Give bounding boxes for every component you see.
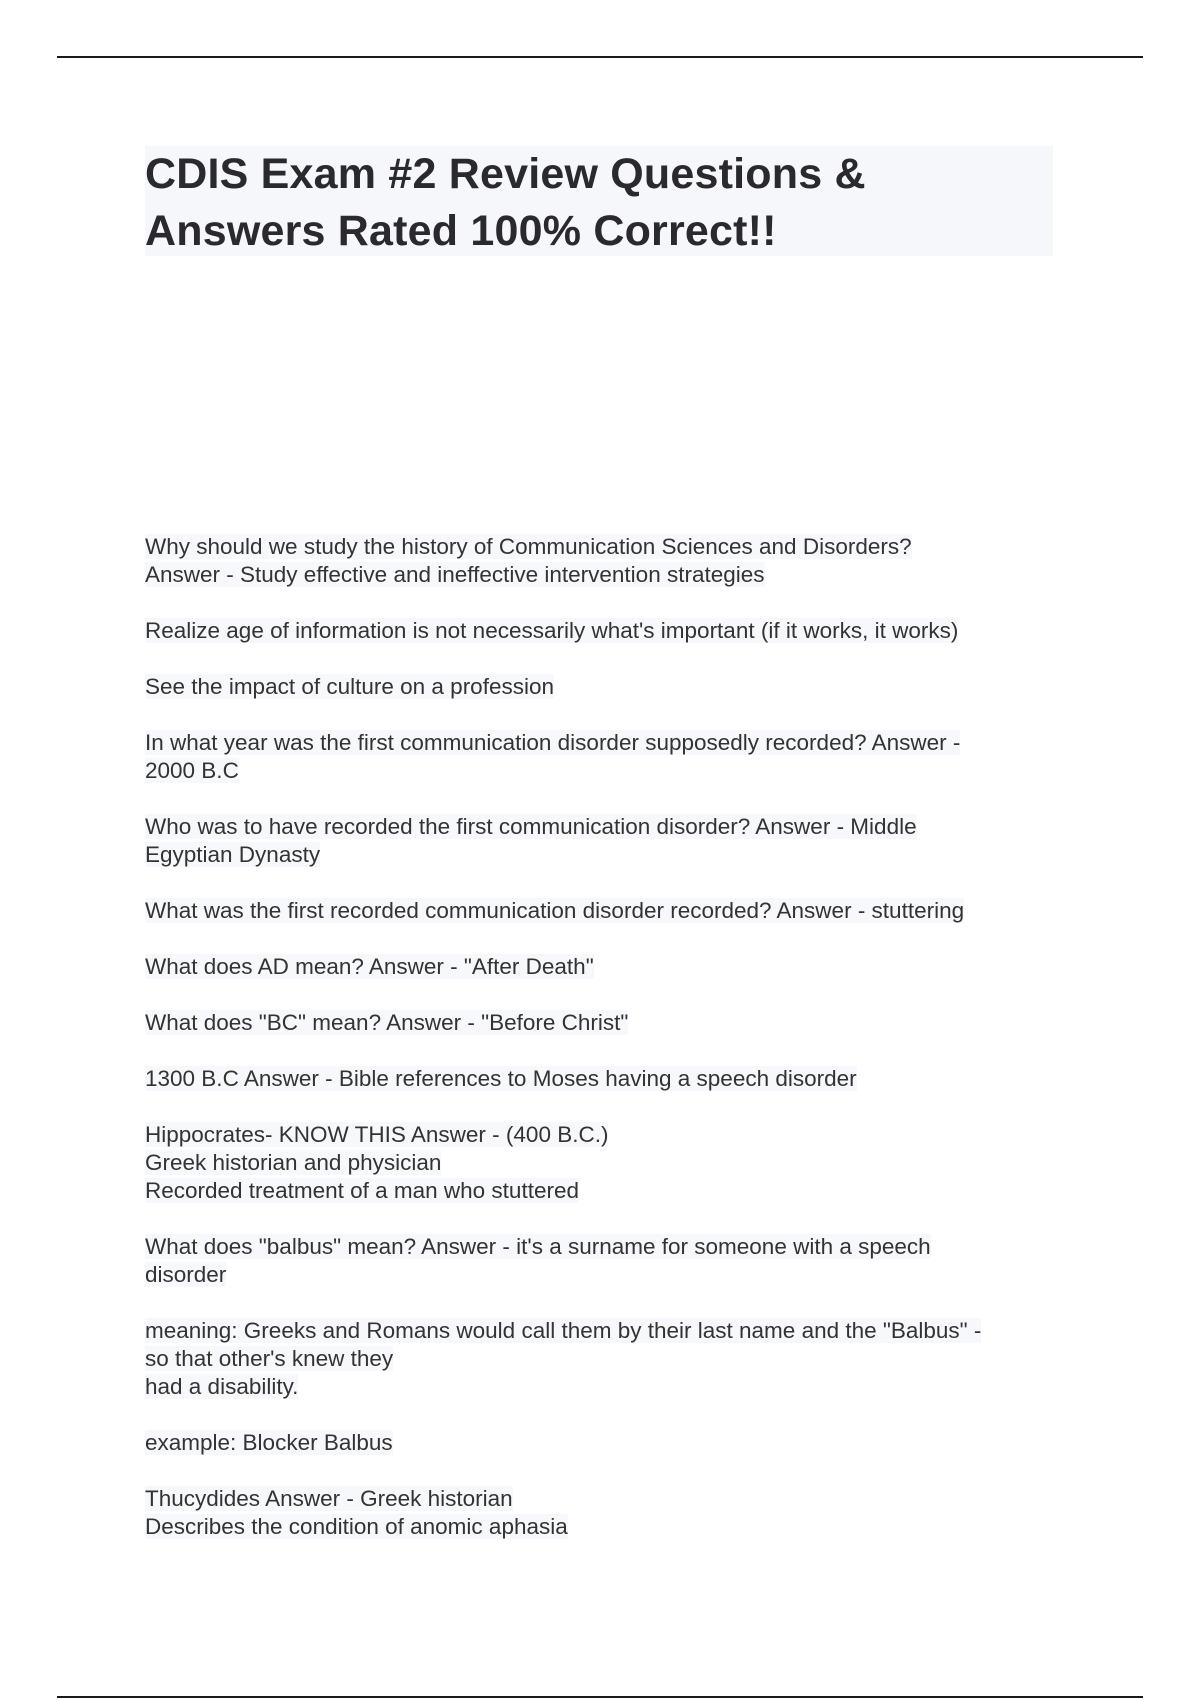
qa-line: Why should we study the history of Communication Sciences and Disorders?	[145, 534, 912, 559]
qa-line-wrapper	[145, 813, 1065, 841]
qa-line: Greek historian and physician	[145, 1150, 442, 1175]
qa-entry	[145, 1009, 1065, 1037]
qa-entry	[145, 729, 1065, 785]
qa-entry	[145, 617, 1065, 645]
qa-entry	[145, 533, 1065, 589]
document-title	[145, 146, 1053, 260]
qa-line-wrapper	[145, 1009, 1065, 1037]
qa-line-wrapper	[145, 1121, 1065, 1149]
qa-line-wrapper	[145, 1177, 1065, 1205]
qa-line: Describes the condition of anomic aphasia	[145, 1514, 568, 1539]
bottom-divider	[57, 1696, 1143, 1698]
qa-line-wrapper	[145, 1429, 1065, 1457]
qa-line: In what year was the first communication disorder supposedly recorded? Answer -	[145, 730, 961, 755]
qa-line: had a disability.	[145, 1374, 299, 1399]
title-line-2: Answers Rated 100% Correct!!	[145, 207, 777, 255]
qa-line: Egyptian Dynasty	[145, 842, 321, 867]
qa-line: 2000 B.C	[145, 758, 239, 783]
qa-list	[145, 533, 1065, 1569]
qa-line: Who was to have recorded the first communication disorder? Answer - Middle	[145, 814, 917, 839]
qa-line-wrapper	[145, 533, 1065, 561]
qa-line: Realize age of information is not necessarily what's important (if it works, it works)	[145, 618, 959, 643]
qa-entry	[145, 813, 1065, 869]
qa-line: Recorded treatment of a man who stuttered	[145, 1178, 579, 1203]
qa-entry	[145, 1233, 1065, 1289]
title-line-1: CDIS Exam #2 Review Questions &	[145, 150, 866, 198]
qa-line-wrapper	[145, 617, 1065, 645]
qa-line-wrapper	[145, 1261, 1065, 1289]
qa-line-wrapper	[145, 1149, 1065, 1177]
qa-line-wrapper	[145, 1513, 1065, 1541]
qa-line: What does "BC" mean? Answer - "Before Christ"	[145, 1010, 629, 1035]
top-divider	[57, 56, 1143, 58]
qa-entry	[145, 673, 1065, 701]
qa-line-wrapper	[145, 953, 1065, 981]
qa-entry	[145, 1317, 1065, 1401]
qa-line-wrapper	[145, 1233, 1065, 1261]
qa-entry	[145, 1485, 1065, 1541]
qa-entry	[145, 953, 1065, 981]
qa-line: See the impact of culture on a profession	[145, 674, 554, 699]
title-block	[145, 146, 1053, 256]
qa-entry	[145, 1065, 1065, 1093]
qa-entry	[145, 897, 1065, 925]
qa-line: example: Blocker Balbus	[145, 1430, 393, 1455]
qa-line: so that other's knew they	[145, 1346, 394, 1371]
qa-line: meaning: Greeks and Romans would call them by their last name and the "Balbus" -	[145, 1318, 982, 1343]
qa-line-wrapper	[145, 757, 1065, 785]
qa-line-wrapper	[145, 1065, 1065, 1093]
qa-line-wrapper	[145, 1345, 1065, 1373]
qa-entry	[145, 1121, 1065, 1205]
qa-line: What does "balbus" mean? Answer - it's a surname for someone with a speech	[145, 1234, 931, 1259]
qa-line-wrapper	[145, 673, 1065, 701]
qa-line-wrapper	[145, 729, 1065, 757]
qa-line: What does AD mean? Answer - "After Death"	[145, 954, 594, 979]
qa-line-wrapper	[145, 1317, 1065, 1345]
qa-line: Answer - Study effective and ineffective intervention strategies	[145, 562, 765, 587]
qa-line-wrapper	[145, 561, 1065, 589]
qa-entry	[145, 1429, 1065, 1457]
qa-line: disorder	[145, 1262, 227, 1287]
qa-line: What was the first recorded communication disorder recorded? Answer - stuttering	[145, 898, 965, 923]
qa-line-wrapper	[145, 841, 1065, 869]
qa-line: 1300 B.C Answer - Bible references to Moses having a speech disorder	[145, 1066, 857, 1091]
qa-line-wrapper	[145, 897, 1065, 925]
qa-line: Thucydides Answer - Greek historian	[145, 1486, 513, 1511]
qa-line: Hippocrates- KNOW THIS Answer - (400 B.C.)	[145, 1122, 609, 1147]
qa-line-wrapper	[145, 1485, 1065, 1513]
qa-line-wrapper	[145, 1373, 1065, 1401]
